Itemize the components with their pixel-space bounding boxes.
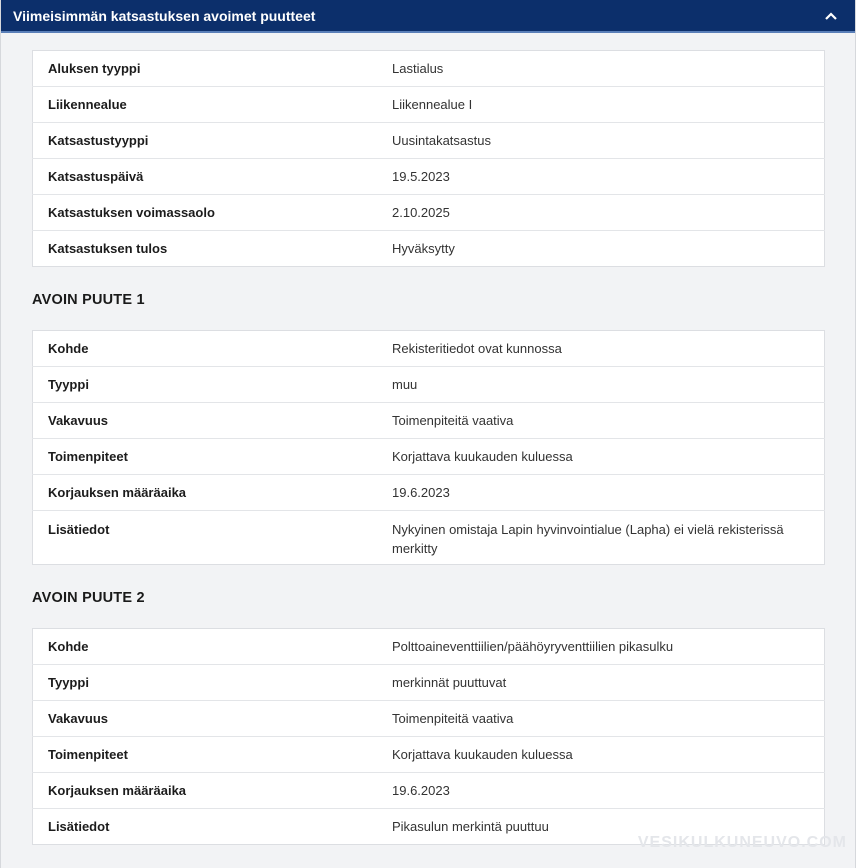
row-value: Liikennealue I (377, 87, 825, 123)
panel-title: Viimeisimmän katsastuksen avoimet puutteet (13, 7, 316, 24)
row-label: Lisätiedot (33, 809, 378, 845)
row-label: Toimenpiteet (33, 737, 378, 773)
row-label: Toimenpiteet (33, 439, 378, 475)
row-value: 19.6.2023 (377, 475, 825, 511)
row-value: Korjattava kuukauden kuluessa (377, 737, 825, 773)
row-label: Lisätiedot (33, 511, 378, 565)
watermark: VESIKULKUNEUVO.COM (637, 834, 847, 851)
row-label: Katsastuksen tulos (33, 231, 378, 267)
table-row (33, 629, 825, 665)
row-label: Katsastustyyppi (33, 123, 378, 159)
row-label: Katsastuksen voimassaolo (33, 195, 378, 231)
table-row (33, 475, 825, 511)
row-value: Lastialus (392, 61, 444, 76)
panel-header[interactable] (1, 0, 855, 33)
row-label: Liikennealue (33, 87, 378, 123)
table-row (33, 331, 825, 367)
table-row (33, 195, 825, 231)
table-row (33, 87, 825, 123)
inspection-summary-table (32, 50, 825, 267)
row-value: Toimenpiteitä vaativa (377, 701, 825, 737)
row-label: Kohde (48, 341, 89, 356)
row-value: merkinnät puuttuvat (377, 665, 825, 701)
row-label: Katsastuspäivä (33, 159, 378, 195)
row-value: 2.10.2025 (377, 195, 825, 231)
row-value: Nykyinen omistaja Lapin hyvinvointialue (Lapha) ei vielä rekisterissä merkitty (377, 511, 825, 565)
panel-content (1, 33, 855, 845)
table-row (33, 231, 825, 267)
table-row (33, 159, 825, 195)
table-row (33, 51, 825, 87)
table-row (33, 701, 825, 737)
row-value: Toimenpiteitä vaativa (377, 403, 825, 439)
table-row (33, 737, 825, 773)
row-label: Tyyppi (33, 367, 378, 403)
table-row (33, 439, 825, 475)
row-value: Hyväksytty (377, 231, 825, 267)
table-row (33, 665, 825, 701)
row-value: Rekisteritiedot ovat kunnossa (392, 341, 562, 356)
row-label: Tyyppi (33, 665, 378, 701)
row-value: Korjattava kuukauden kuluessa (377, 439, 825, 475)
table-row (33, 511, 825, 565)
row-value: 19.6.2023 (377, 773, 825, 809)
row-label: Vakavuus (33, 403, 378, 439)
row-label: Kohde (48, 639, 89, 654)
table-row (33, 403, 825, 439)
row-label: Korjauksen määräaika (33, 475, 378, 511)
row-value: Pikasulun merkintä puuttuu (377, 809, 825, 845)
row-label: Vakavuus (33, 701, 378, 737)
row-value: Uusintakatsastus (377, 123, 825, 159)
row-value: muu (377, 367, 825, 403)
row-label: Korjauksen määräaika (33, 773, 378, 809)
defect-1-title: AVOIN PUUTE 1 (32, 292, 145, 308)
defect-2-title: AVOIN PUUTE 2 (32, 590, 145, 606)
table-row (33, 773, 825, 809)
row-value: Polttoaineventtiilien/päähöyryventtiilien pikasulku (392, 639, 674, 654)
table-row (33, 123, 825, 159)
chevron-up-icon[interactable] (819, 4, 843, 28)
table-row (33, 367, 825, 403)
row-value: 19.5.2023 (377, 159, 825, 195)
defect-1-table (32, 330, 825, 565)
defect-2-table (32, 628, 825, 845)
row-label: Aluksen tyyppi (48, 61, 141, 76)
